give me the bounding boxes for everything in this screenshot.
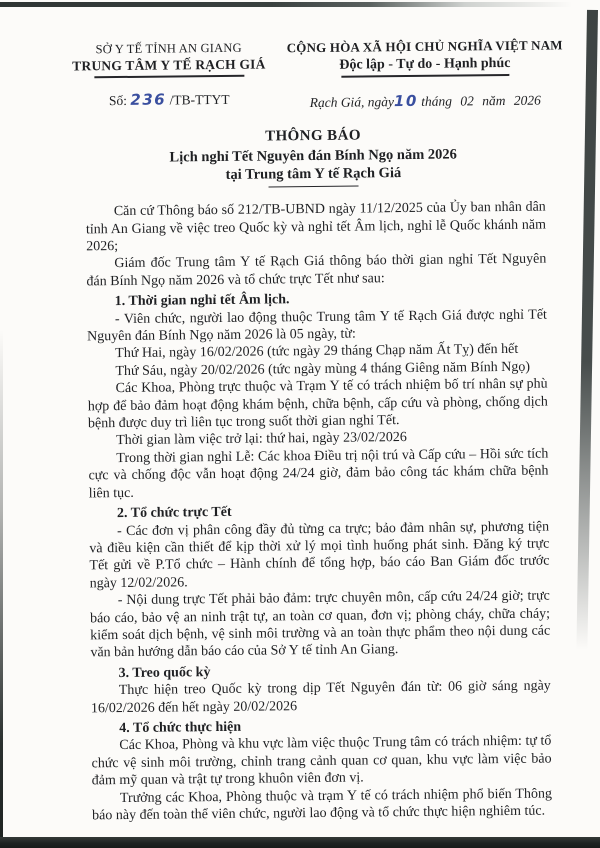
intro-paragraph-2: Giám đốc Trung tâm Y tế Rạch Giá thông báo thời gian nghỉ Tết Nguyên đán Bính Ngọ năm 2026 và tổ chức trực Tết như sau:	[86, 251, 547, 290]
document-header	[56, 37, 569, 113]
doc-subject-line1: Lịch nghỉ Tết Nguyên đán Bính Ngọ năm 2026	[169, 146, 457, 166]
doc-title-block	[57, 125, 570, 190]
doc-number-suffix: /TB-TTYT	[169, 91, 230, 108]
section-4-paragraph-2: Trưởng các Khoa, Phòng thuộc và trạm Y tế có trách nhiệm phổ biến Thông báo này đến toàn thể viên chức, người lao động và tổ chức thực hiện nghiêm túc.	[92, 786, 552, 824]
place-date-suffix: tháng 02 năm 2026	[421, 92, 541, 109]
national-motto: Độc lập - Tự do - Hạnh phúc	[339, 55, 511, 73]
org-underline	[94, 75, 244, 78]
section-1-paragraph-4: Các Khoa, Phòng trực thuộc và Trạm Y tế có trách nhiệm bố trí nhân sự phù hợp để bảo đảm hoạt động khám bệnh, chữa bệnh, cấp cứu và phòng, chống dịch bệnh được duy trì liên tục trong suốt thời gian nghỉ Tết.	[87, 376, 548, 432]
section-1-paragraph-2: Thứ Hai, ngày 16/02/2026 (tức ngày 29 tháng Chạp năm Ất Tỵ) đến hết	[115, 342, 519, 362]
section-1-paragraph-6: Trong thời gian nghỉ Lễ: Các khoa Điều trị nội trú và Cấp cứu – Hồi sức tích cực và chống độc vẫn hoạt động 24/24 giờ, đảm bảo công tác khám chữa bệnh liên tục.	[88, 446, 549, 502]
doc-subject-line2: tại Trung tâm Y tế Rạch Giá	[225, 164, 402, 183]
section-3-paragraph-1: Thực hiện treo Quốc kỳ trong dịp Tết Nguyên đán từ: 06 giờ sáng ngày 16/02/2026 đến hết ngày 20/02/2026	[90, 678, 551, 716]
motto-underline	[341, 74, 509, 77]
issuing-org-block	[56, 40, 282, 109]
place-date-prefix: Rạch Giá, ngày	[309, 93, 395, 110]
scan-edge-left	[0, 330, 3, 848]
section-1-paragraph-3: Thứ Sáu, ngày 20/02/2026 (tức ngày mùng 4 tháng Giêng năm Bính Ngọ)	[115, 359, 531, 379]
section-4-paragraph-1: Các Khoa, Phòng và khu vực làm việc thuộc Trung tâm có trách nhiệm: tự tổ chức vệ sinh môi trường, chỉnh trang cảnh quan cơ quan, khu vực làm việc bảo đảm mỹ quan và trật tự trong khuôn viên đơn vị.	[91, 733, 552, 789]
doc-number-handwritten: 236	[130, 90, 167, 109]
section-3-heading: 3. Treo quốc kỳ	[118, 664, 211, 681]
section-1-paragraph-1: - Viên chức, người lao động thuộc Trung tâm Y tế Rạch Giá được nghỉ Tết Nguyên đán Bính Ngọ năm 2026 là 05 ngày, từ:	[87, 307, 547, 345]
section-2-paragraph-2: - Nội dung trực Tết phải bảo đảm: trực chuyên môn, cấp cứu 24/24 giờ; trực báo cáo, bảo vệ an ninh trật tự, an toàn cơ quan, đơn vị; phòng cháy, chữa cháy; kiểm soát dịch bệnh, vệ sinh môi trường và an toàn thực phẩm theo nội dung các văn bản hướng dẫn báo cáo của Sở Y tế tỉnh An Giang.	[89, 588, 551, 661]
title-underline	[269, 185, 359, 188]
date-day-handwritten: 10	[393, 91, 418, 110]
section-2-heading: 2. Tổ chức trực Tết	[116, 504, 232, 522]
doc-type-title: THÔNG BÁO	[265, 127, 361, 145]
intro-paragraph-1: Căn cứ Thông báo số 212/TB-UBND ngày 11/12/2025 của Ủy ban nhân dân tỉnh An Giang về việc treo Quốc kỳ và nghỉ tết Âm lịch, nghỉ lễ Quốc khánh năm 2026;	[85, 199, 547, 255]
doc-body	[86, 199, 552, 825]
scan-edge-bottom	[0, 837, 600, 848]
document-content	[56, 37, 576, 825]
section-1-heading: 1. Thời gian nghỉ tết Âm lịch.	[114, 292, 290, 310]
org-parent-name: SỞ Y TẾ TỈNH AN GIANG	[95, 40, 242, 57]
section-4-heading: 4. Tổ chức thực hiện	[119, 719, 242, 737]
section-2-paragraph-1: - Các đơn vị phân công đầy đủ từng ca trực; bảo đảm nhân sự, phương tiện và điều kiện cần thiết để kịp thời xử lý mọi tình huống phát sinh. Đăng ký trực Tết gửi về P.Tổ chức – Hành chính để tổng hợp, báo cáo Ban Giám đốc trước ngày 12/02/2026.	[89, 519, 550, 592]
national-title: CỘNG HÒA XÃ HỘI CHỦ NGHĨA VIỆT NAM	[286, 37, 563, 56]
doc-number-label: Số:	[108, 92, 128, 108]
national-header-block	[281, 37, 568, 111]
doc-number-line	[57, 89, 282, 109]
section-1-paragraph-5: Thời gian làm việc trở lại: thứ hai, ngày 23/02/2026	[116, 430, 407, 449]
scan-edge-right	[576, 10, 598, 650]
place-date-line	[282, 90, 569, 111]
org-name: TRUNG TÂM Y TẾ RẠCH GIÁ	[72, 56, 266, 74]
scan-edge-top	[0, 2, 596, 7]
